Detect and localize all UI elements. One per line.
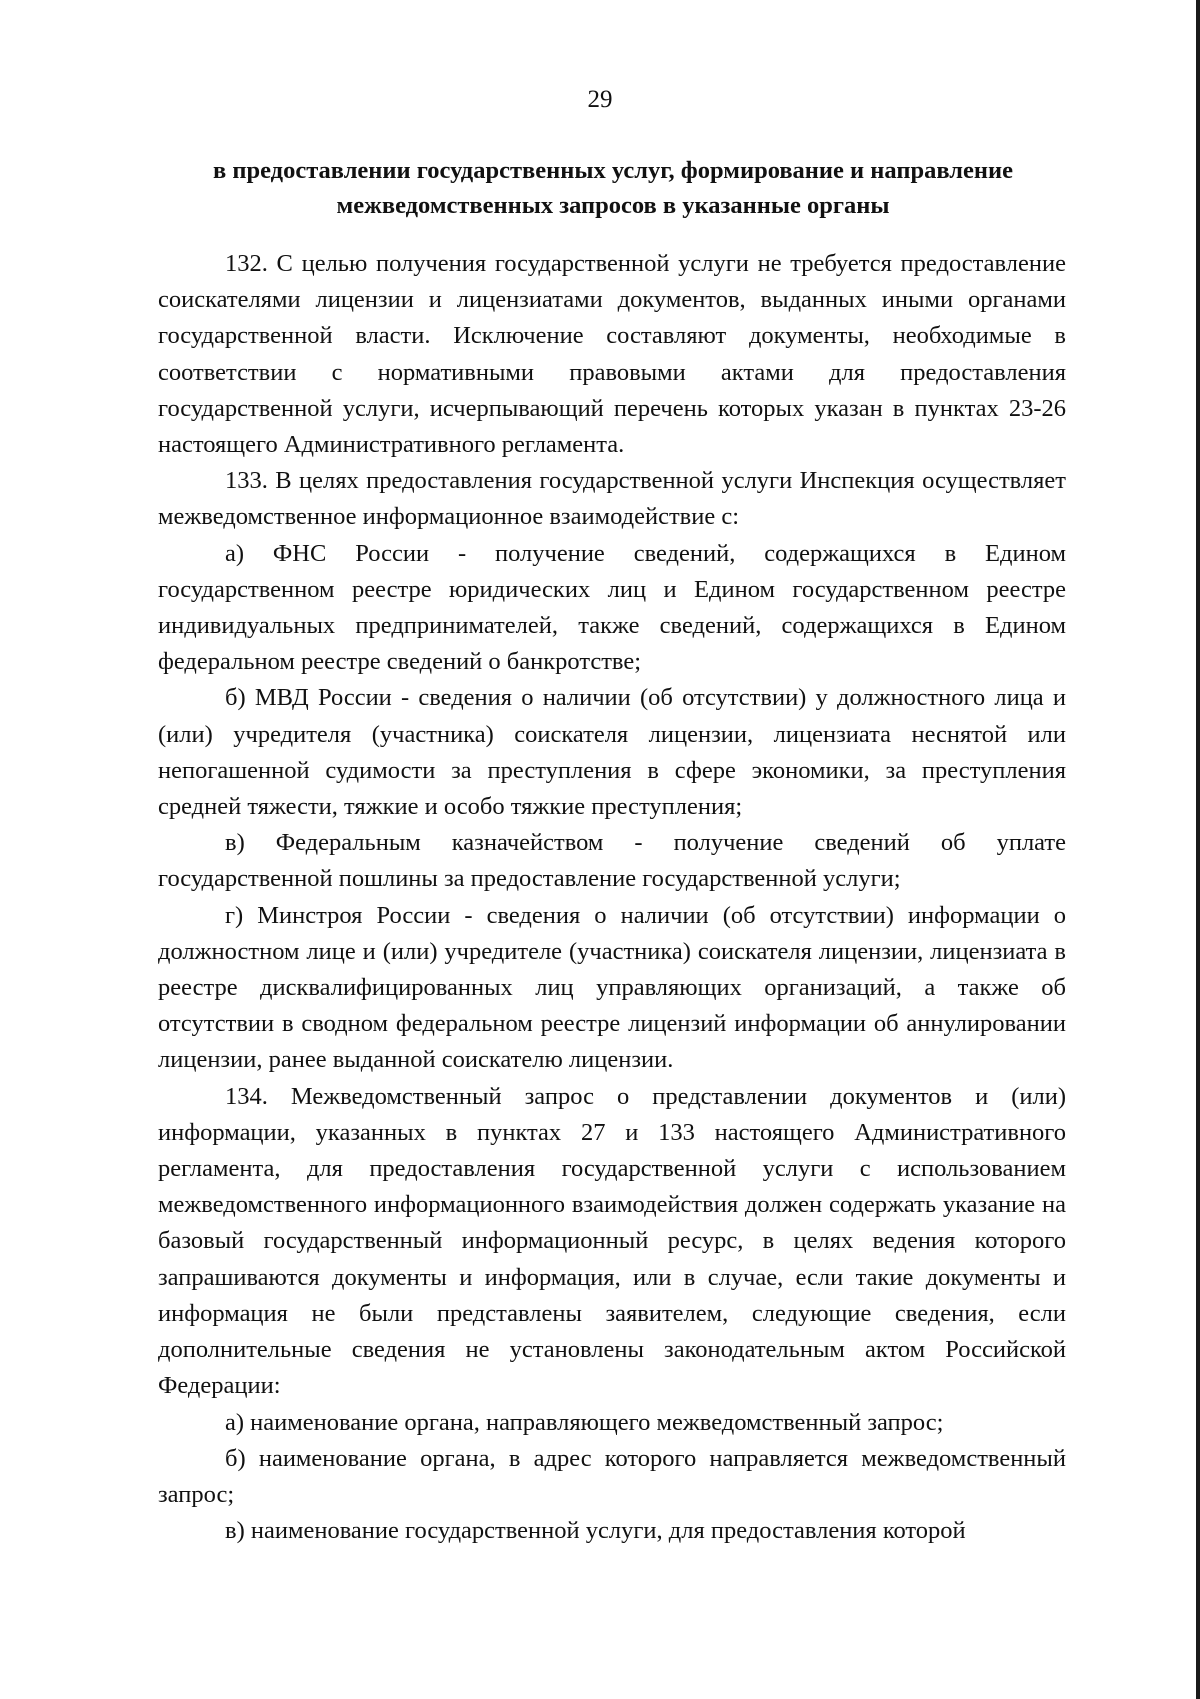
- paragraph-133-v: в) Федеральным казначейством - получение сведений об уплате государственной пошлины за предоставление государственной услуги;: [158, 829, 1066, 893]
- section-heading: в предоставлении государственных услуг, формирование и направление межведомственных запросов в указанные органы: [213, 157, 1013, 219]
- paragraph-134-b: б) наименование органа, в адрес которого направляется межведомственный запрос;: [158, 1444, 1066, 1508]
- paragraph-132: 132. С целью получения государственной услуги не требуется предоставление соискателями лицензии и лицензиатами документов, выданных иными органами государственной власти. Исключение составляют документы, необходимые в соответствии с нормативными правовыми актами для предоставления государственной услуги, исчерпывающий перечень которых указан в пунктах 23-26 настоящего Административного регламента.: [158, 250, 1066, 459]
- paragraph-134-a: а) наименование органа, направляющего межведомственный запрос;: [225, 1408, 944, 1436]
- paragraph-133-g: г) Минстроя России - сведения о наличии (об отсутствии) информации о должностном лице и (или) учредителе (участника) соискателя лицензии, лицензиата в реестре дисквалифицированных лиц управляющих организаций, а также об отсутствии в сводном федеральном реестре лицензий информации об аннулировании лицензии, ранее выданной соискателю лицензии.: [158, 901, 1066, 1074]
- document-body: [158, 246, 1066, 1549]
- paragraph-133: 133. В целях предоставления государственной услуги Инспекция осуществляет межведомственное информационное взаимодействие с:: [158, 467, 1066, 531]
- paragraph-134: 134. Межведомственный запрос о представлении документов и (или) информации, указанных в пунктах 27 и 133 настоящего Административного регламента, для предоставления государственной услуги с использованием межведомственного информационного взаимодействия должен содержать указание на базовый государственный информационный ресурс, в целях ведения которого запрашиваются документы и информация, или в случае, если такие документы и информация не были представлены заявителем, следующие сведения, если дополнительные сведения не установлены законодательным актом Российской Федерации:: [158, 1082, 1066, 1400]
- page-number: 29: [587, 86, 613, 113]
- paragraph-134-v: в) наименование государственной услуги, для предоставления которой: [225, 1517, 966, 1545]
- paragraph-133-b: б) МВД России - сведения о наличии (об отсутствии) у должностного лица и (или) учредителя (участника) соискателя лицензии, лицензиата неснятой или непогашенной судимости за преступления в сфере экономики, за преступления средней тяжести, тяжкие и особо тяжкие преступления;: [158, 684, 1066, 821]
- scan-edge-border: [1196, 0, 1200, 1699]
- paragraph-133-a: а) ФНС России - получение сведений, содержащихся в Едином государственном реестре юридических лиц и Едином государственном реестре индивидуальных предпринимателей, также сведений, содержащихся в Едином федеральном реестре сведений о банкротстве;: [158, 539, 1066, 676]
